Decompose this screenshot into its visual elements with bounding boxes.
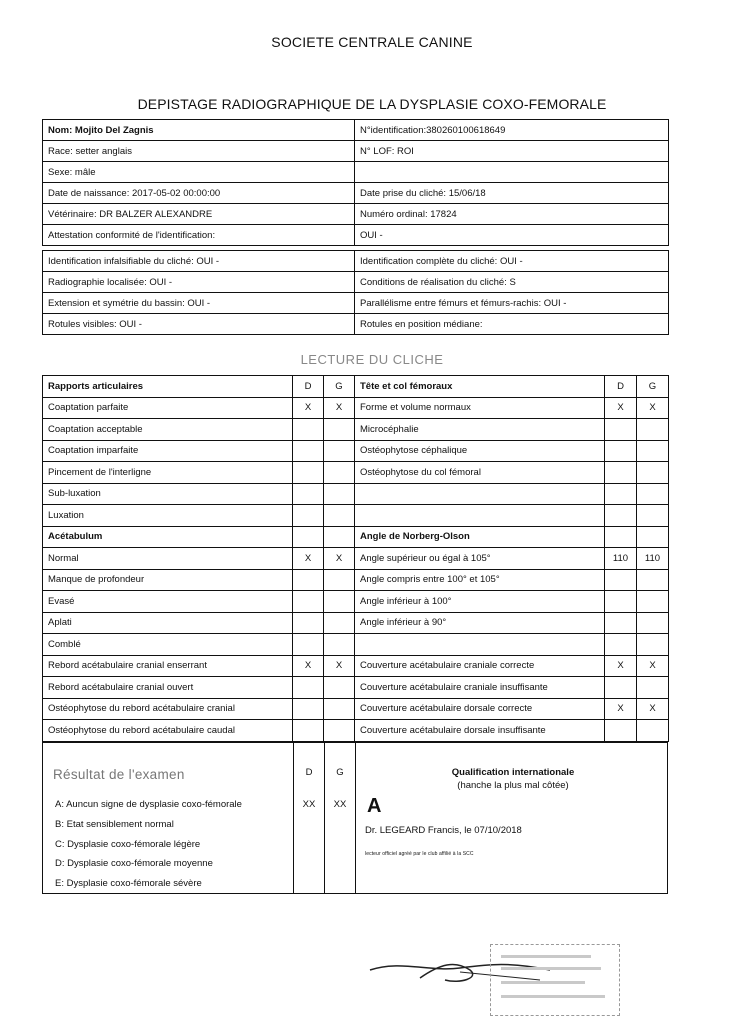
evaluation-row xyxy=(43,655,669,677)
identification-row xyxy=(43,183,669,204)
left-mark-d xyxy=(293,462,324,484)
right-mark-d xyxy=(605,634,637,656)
left-criterion: Aplati xyxy=(43,612,293,634)
right-criterion: Couverture acétabulaire dorsale insuffisante xyxy=(355,720,605,742)
right-mark-d xyxy=(605,462,637,484)
right-mark-d xyxy=(605,505,637,527)
left-mark-d xyxy=(293,526,324,548)
left-mark-g xyxy=(324,526,355,548)
left-mark-g xyxy=(324,612,355,634)
right-mark-d: X xyxy=(605,397,637,419)
left-col-d-header: D xyxy=(293,376,324,398)
evaluation-row xyxy=(43,440,669,462)
condition-left-field: Extension et symétrie du bassin: OUI - xyxy=(43,293,355,314)
evaluation-section-row xyxy=(43,526,669,548)
condition-row xyxy=(43,272,669,293)
condition-left-field: Identification infalsifiable du cliché: OUI - xyxy=(43,251,355,272)
left-criterion: Luxation xyxy=(43,505,293,527)
right-criterion xyxy=(355,634,605,656)
right-mark-d xyxy=(605,720,637,742)
result-title: Résultat de l'examen xyxy=(53,767,185,782)
qualification-subtitle: (hanche la plus mal côtée) xyxy=(457,780,569,791)
left-mark-d: X xyxy=(293,548,324,570)
right-section-header: Tête et col fémoraux xyxy=(355,376,605,398)
right-criterion: Angle compris entre 100° et 105° xyxy=(355,569,605,591)
right-mark-g xyxy=(637,569,669,591)
left-mark-g xyxy=(324,634,355,656)
left-criterion: Comblé xyxy=(43,634,293,656)
identification-row xyxy=(43,204,669,225)
identification-row xyxy=(43,162,669,183)
condition-row xyxy=(43,293,669,314)
left-mark-d xyxy=(293,591,324,613)
condition-right-field: Rotules en position médiane: xyxy=(355,314,669,335)
qualification-title: Qualification internationale xyxy=(451,767,575,778)
right-mark-g xyxy=(637,419,669,441)
left-section-header: Rapports articulaires xyxy=(43,376,293,398)
right-criterion: Ostéophytose céphalique xyxy=(355,440,605,462)
right-criterion: Microcéphalie xyxy=(355,419,605,441)
left-criterion: Normal xyxy=(43,548,293,570)
organization-name: SOCIETE CENTRALE CANINE xyxy=(271,34,473,50)
evaluation-row xyxy=(43,591,669,613)
right-criterion xyxy=(355,483,605,505)
right-mark-g xyxy=(637,483,669,505)
evaluation-header-row xyxy=(43,376,669,398)
conditions-table xyxy=(42,250,669,335)
left-mark-d xyxy=(293,634,324,656)
left-mark-g: X xyxy=(324,397,355,419)
right-mark-g xyxy=(637,526,669,548)
condition-right-field: Conditions de réalisation du cliché: S xyxy=(355,272,669,293)
identification-table xyxy=(42,119,669,246)
right-mark-g xyxy=(637,720,669,742)
right-mark-g: X xyxy=(637,698,669,720)
evaluation-row xyxy=(43,397,669,419)
condition-row xyxy=(43,251,669,272)
left-mark-d xyxy=(293,677,324,699)
condition-right-field: Identification complète du cliché: OUI - xyxy=(355,251,669,272)
right-mark-g: 110 xyxy=(637,548,669,570)
evaluation-row xyxy=(43,462,669,484)
left-criterion: Coaptation acceptable xyxy=(43,419,293,441)
identification-left-field: Sexe: mâle xyxy=(43,162,355,183)
evaluation-row xyxy=(43,569,669,591)
left-mark-d xyxy=(293,483,324,505)
condition-left-field: Rotules visibles: OUI - xyxy=(43,314,355,335)
right-criterion: Couverture acétabulaire dorsale correcte xyxy=(355,698,605,720)
document-title: DEPISTAGE RADIOGRAPHIQUE DE LA DYSPLASIE COXO-FEMORALE xyxy=(137,96,607,112)
left-criterion: Sub-luxation xyxy=(43,483,293,505)
identification-left-field: Vétérinaire: DR BALZER ALEXANDRE xyxy=(43,204,355,225)
left-criterion: Coaptation parfaite xyxy=(43,397,293,419)
evaluation-row xyxy=(43,419,669,441)
right-mark-d: X xyxy=(605,655,637,677)
right-criterion: Angle inférieur à 90° xyxy=(355,612,605,634)
result-col-d-header: D xyxy=(305,767,313,778)
identification-right-field: N° LOF: ROI xyxy=(355,141,669,162)
right-criterion: Angle de Norberg-Olson xyxy=(355,526,605,548)
condition-right-field: Parallélisme entre fémurs et fémurs-rachis: OUI - xyxy=(355,293,669,314)
right-col-d-header: D xyxy=(605,376,637,398)
right-mark-g: X xyxy=(637,655,669,677)
left-criterion: Ostéophytose du rebord acétabulaire caudal xyxy=(43,720,293,742)
left-mark-g: X xyxy=(324,548,355,570)
identification-row xyxy=(43,141,669,162)
left-mark-d: X xyxy=(293,397,324,419)
left-mark-g: X xyxy=(324,655,355,677)
left-mark-d xyxy=(293,569,324,591)
right-mark-g xyxy=(637,505,669,527)
left-mark-g xyxy=(324,483,355,505)
left-mark-g xyxy=(324,462,355,484)
right-mark-g xyxy=(637,591,669,613)
left-criterion: Pincement de l'interligne xyxy=(43,462,293,484)
identification-right-field: Numéro ordinal: 17824 xyxy=(355,204,669,225)
left-criterion: Manque de profondeur xyxy=(43,569,293,591)
evaluation-row xyxy=(43,677,669,699)
left-mark-g xyxy=(324,591,355,613)
identification-left-field: Date de naissance: 2017-05-02 00:00:00 xyxy=(43,183,355,204)
right-mark-d: 110 xyxy=(605,548,637,570)
identification-left-field: Race: setter anglais xyxy=(43,141,355,162)
right-criterion xyxy=(355,505,605,527)
identification-row xyxy=(43,225,669,246)
left-mark-g xyxy=(324,569,355,591)
evaluation-row xyxy=(43,483,669,505)
left-mark-g xyxy=(324,677,355,699)
result-mark-d: XX xyxy=(302,799,316,810)
right-criterion: Forme et volume normaux xyxy=(355,397,605,419)
evaluation-row xyxy=(43,548,669,570)
evaluation-row xyxy=(43,634,669,656)
result-col-g-header: G xyxy=(336,767,344,778)
right-criterion: Couverture acétabulaire craniale insuffisante xyxy=(355,677,605,699)
left-mark-d xyxy=(293,419,324,441)
right-mark-d xyxy=(605,526,637,548)
right-mark-d xyxy=(605,677,637,699)
left-mark-d xyxy=(293,612,324,634)
left-mark-d xyxy=(293,505,324,527)
right-criterion: Angle inférieur à 100° xyxy=(355,591,605,613)
left-criterion: Coaptation imparfaite xyxy=(43,440,293,462)
right-mark-d xyxy=(605,569,637,591)
left-mark-g xyxy=(324,440,355,462)
result-section xyxy=(42,742,668,894)
left-criterion: Rebord acétabulaire cranial enserrant xyxy=(43,655,293,677)
right-criterion: Angle supérieur ou égal à 105° xyxy=(355,548,605,570)
identification-right-field xyxy=(355,162,669,183)
identification-right-field: OUI - xyxy=(355,225,669,246)
left-criterion: Ostéophytose du rebord acétabulaire cranial xyxy=(43,698,293,720)
right-mark-g xyxy=(637,677,669,699)
left-mark-d xyxy=(293,720,324,742)
evaluation-row xyxy=(43,720,669,742)
evaluation-row xyxy=(43,505,669,527)
identification-left-field: Nom: Mojito Del Zagnis xyxy=(43,120,355,141)
right-mark-d xyxy=(605,612,637,634)
right-mark-d: X xyxy=(605,698,637,720)
right-mark-d xyxy=(605,440,637,462)
right-col-g-header: G xyxy=(637,376,669,398)
right-mark-g xyxy=(637,612,669,634)
right-mark-d xyxy=(605,591,637,613)
result-grade-d: D: Dysplasie coxo-fémorale moyenne xyxy=(55,858,213,869)
identification-left-field: Attestation conformité de l'identification: xyxy=(43,225,355,246)
right-mark-g: X xyxy=(637,397,669,419)
right-criterion: Ostéophytose du col fémoral xyxy=(355,462,605,484)
right-mark-d xyxy=(605,419,637,441)
right-criterion: Couverture acétabulaire craniale correcte xyxy=(355,655,605,677)
result-grade-b: B: Etat sensiblement normal xyxy=(55,819,174,830)
right-mark-g xyxy=(637,440,669,462)
result-mark-g: XX xyxy=(333,799,347,810)
left-criterion: Rebord acétabulaire cranial ouvert xyxy=(43,677,293,699)
lecture-title: LECTURE DU CLICHE xyxy=(300,352,444,367)
right-mark-g xyxy=(637,462,669,484)
right-mark-d xyxy=(605,483,637,505)
qualification-grade: A xyxy=(367,795,382,817)
official-stamp xyxy=(490,944,620,1016)
right-mark-g xyxy=(637,634,669,656)
result-grade-c: C: Dysplasie coxo-fémorale légère xyxy=(55,839,201,850)
result-grade-e: E: Dysplasie coxo-fémorale sévère xyxy=(55,878,202,889)
identification-row xyxy=(43,120,669,141)
left-mark-d xyxy=(293,440,324,462)
left-col-g-header: G xyxy=(324,376,355,398)
left-mark-d xyxy=(293,698,324,720)
evaluation-row xyxy=(43,698,669,720)
evaluation-row xyxy=(43,612,669,634)
condition-row xyxy=(43,314,669,335)
identification-right-field: Date prise du cliché: 15/06/18 xyxy=(355,183,669,204)
qualification-veterinarian: Dr. LEGEARD Francis, le 07/10/2018 xyxy=(365,825,522,836)
qualification-note: lecteur officiel agréé par le club affilié à la SCC xyxy=(365,851,474,857)
left-criterion: Evasé xyxy=(43,591,293,613)
identification-right-field: N°identification:380260100618649 xyxy=(355,120,669,141)
left-mark-d: X xyxy=(293,655,324,677)
condition-left-field: Radiographie localisée: OUI - xyxy=(43,272,355,293)
result-grade-a: A: Auncun signe de dysplasie coxo-fémorale xyxy=(55,799,242,810)
evaluation-table xyxy=(42,375,669,742)
left-mark-g xyxy=(324,419,355,441)
left-mark-g xyxy=(324,698,355,720)
left-mark-g xyxy=(324,505,355,527)
left-mark-g xyxy=(324,720,355,742)
left-criterion: Acétabulum xyxy=(43,526,293,548)
